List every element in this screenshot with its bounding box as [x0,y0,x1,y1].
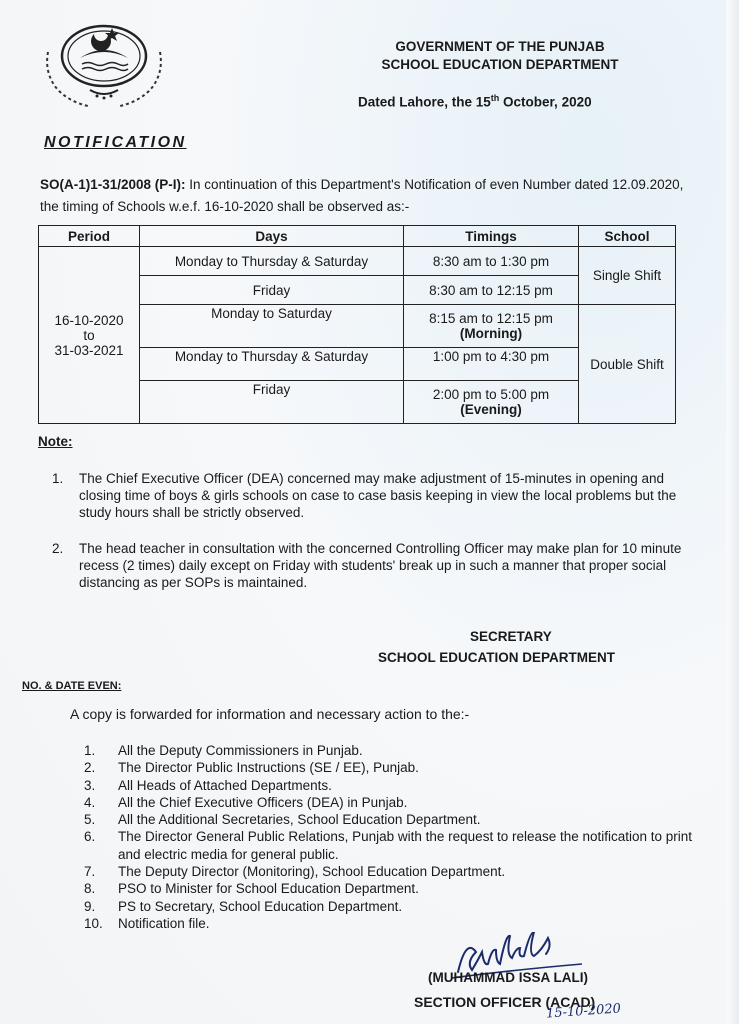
header-period: Period [39,226,140,247]
list-item: 10. Notification file. [84,915,210,931]
note-heading: Note: [38,434,73,449]
secretary-department: SCHOOL EDUCATION DEPARTMENT [378,650,616,665]
list-item: 1. All the Deputy Commissioners in Punjab. [84,743,363,758]
timing-cell: 8:15 am to 12:15 pm (Morning) [404,305,579,348]
punjab-government-logo [40,12,168,112]
timing-cell: 2:00 pm to 5:00 pm (Evening) [404,381,579,424]
timing-cell: 8:30 am to 12:15 pm [404,276,579,305]
notification-reference: SO(A-1)1-31/2008 (P-I): In continuation of this Department's Notification of even Number dated 12.09.2020, the timing of Schools w.e.f. 16-10-2020 shall be observed as:- [40,177,684,214]
timing-cell: 1:00 pm to 4:30 pm [404,348,579,381]
government-heading: GOVERNMENT OF THE PUNJAB [395,39,605,54]
list-item: 7. The Deputy Director (Monitoring), School Education Department. [84,864,506,880]
list-item: 6. The Director General Public Relations, Punjab with the request to release the notification to print and electric media for general public. [84,829,693,862]
days-cell: Monday to Thursday & Saturday [140,348,404,381]
notification-title: NOTIFICATION [44,134,187,151]
header-timings: Timings [404,226,579,247]
distribution-list [84,742,694,932]
secretary-title: SECRETARY [470,629,552,644]
handwritten-date: 15-10-2020 [545,1001,622,1022]
list-item: 2. The Director Public Instructions (SE / EE), Punjab. [84,760,419,776]
period-cell: 16-10-2020 to 31-03-2021 [39,247,140,424]
days-cell: Monday to Thursday & Saturday [140,247,404,276]
department-heading: SCHOOL EDUCATION DEPARTMENT [381,57,619,72]
timing-cell: 8:30 am to 1:30 pm [404,247,579,276]
school-double-shift: Double Shift [579,305,676,424]
days-cell: Friday [140,276,404,305]
header-days: Days [140,226,404,247]
page-edge [726,0,739,1024]
list-item: 8. PSO to Minister for School Education Department. [84,881,419,897]
signatory-name: (MUHAMMAD ISSA LALI) [428,970,588,985]
list-item: 9. PS to Secretary, School Education Department. [84,898,403,914]
list-item: 4. All the Chief Executive Officers (DEA) in Punjab. [84,794,408,810]
copy-forwarded-intro: A copy is forwarded for information and necessary action to the:- [70,706,470,722]
header-school: School [579,226,676,247]
note-item: 1. The Chief Executive Officer (DEA) concerned may make adjustment of 15-minutes in opening and closing time of boys & girls schools on case to case basis keeping in view the local problems but the study hours shall be strictly observed. [52,471,677,520]
days-cell: Friday [140,381,404,424]
reference-number: SO(A-1)1-31/2008 (P-I): [40,177,186,192]
no-date-even-label: NO. & DATE EVEN: [22,680,122,692]
list-item: 5. All the Additional Secretaries, School Education Department. [84,812,481,828]
school-timings-table [38,225,676,424]
signatory-title: SECTION OFFICER (ACAD) [414,994,596,1010]
list-item: 3. All Heads of Attached Departments. [84,777,332,793]
table-row [39,247,676,276]
note-item: 2. The head teacher in consultation with the concerned Controlling Officer may make plan for 10 minute recess (2 times) daily except on Friday with students' break up in such a manner that proper social distancing as per SOPs is maintained. [52,541,682,590]
dated-line: Dated Lahore, the 15th October, 2020 [358,93,592,110]
school-single-shift: Single Shift [579,247,676,305]
table-header-row [39,226,676,247]
days-cell: Monday to Saturday [140,305,404,348]
